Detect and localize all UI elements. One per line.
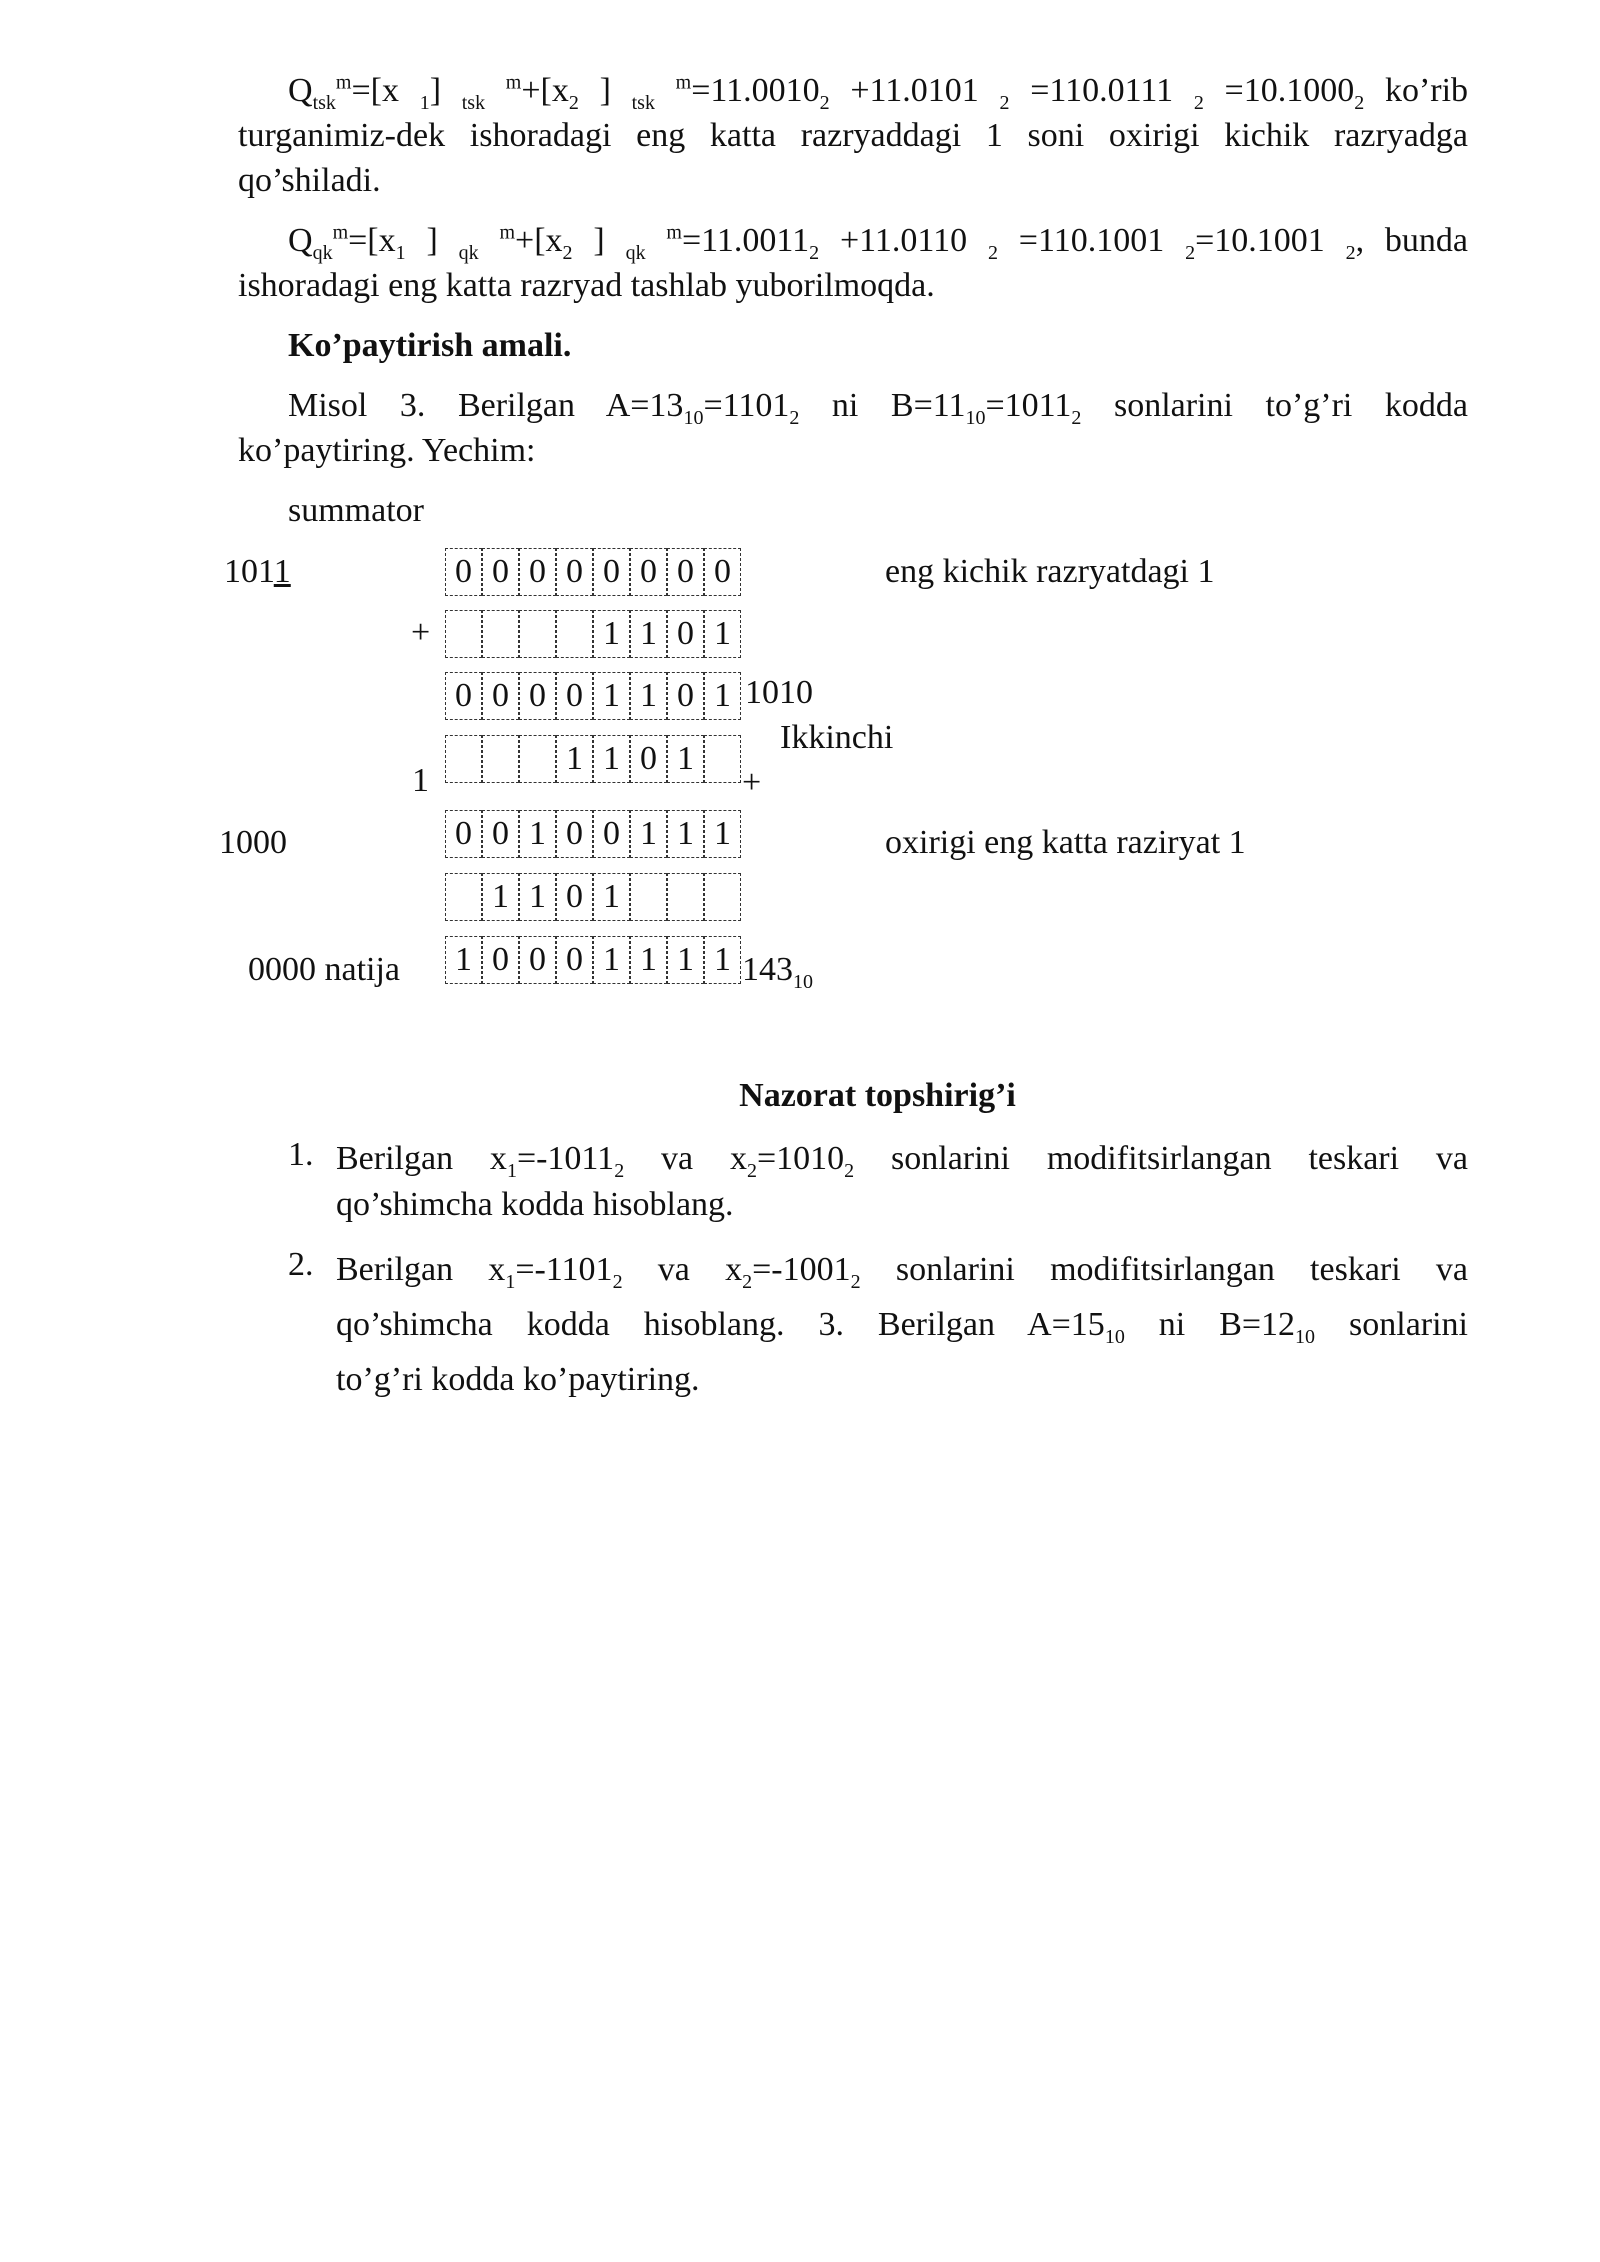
natija-label: 0000 natija	[248, 951, 401, 988]
nazorat-item-1	[288, 1136, 1468, 1228]
register-cell	[519, 610, 556, 658]
register-row	[445, 548, 741, 596]
register-cell: 1	[445, 936, 482, 984]
register-cell: 1	[630, 610, 667, 658]
register-cell: 0	[630, 735, 667, 783]
nazorat-item-2	[288, 1242, 1468, 1407]
register-cell	[667, 873, 704, 921]
underlined-digit: 1	[273, 553, 291, 590]
register-row	[445, 936, 741, 984]
item-1-number: 1.	[288, 1136, 314, 1173]
register-cell: 0	[445, 548, 482, 596]
register-cell: 0	[482, 672, 519, 720]
register-cell: 1	[667, 936, 704, 984]
register-cell	[445, 735, 482, 783]
register-cell: 0	[519, 548, 556, 596]
note-largest-bit: oxirigi eng katta raziryat 1	[885, 824, 1246, 861]
plus-sign-left: +	[411, 614, 431, 651]
carry-one: 1	[412, 762, 429, 799]
note-smallest-bit: eng kichik razryatdagi 1	[885, 553, 1215, 590]
register-cell: 0	[593, 548, 630, 596]
paragraph-misol	[238, 383, 1468, 473]
qqk-formula: $Q_{qk}^m=[x_1$ ] $_{qk}$ $^m+[x_2$ ] $_{qk}$ $^m=11.0011_2 +11.0110$ $_2$ =110.1001 $_2$=10.1001 $_2$	[288, 221, 1356, 264]
register-cell: 0	[556, 936, 593, 984]
register-cell: 0	[482, 548, 519, 596]
qtsk-formula: $Q_{tsk}^m=[x$ $_1$] $_{tsk}$ $^m+[x_2$ ] $_{tsk}$ $^m=11.0010_2 +11.0101$ $_2$ =110.0111 $_2 =10.1000_2$	[288, 71, 1365, 114]
register-cell: 1	[593, 936, 630, 984]
register-cell: 0	[556, 810, 593, 858]
register-cell: 0	[667, 548, 704, 596]
summator-label: summator	[288, 492, 424, 529]
misol-line2: ko’paytiring. Yechim:	[238, 432, 536, 469]
register-row	[445, 610, 741, 658]
register-cell: 1	[556, 735, 593, 783]
item-1-line1: Berilgan $x_1=-1011_2$ va $x_2=1010_2$ sonlarini modifitsirlangan teskari va	[336, 1140, 1469, 1182]
note-ikkinchi: Ikkinchi	[780, 719, 894, 756]
register-cell	[482, 610, 519, 658]
register-cell: 1	[704, 810, 741, 858]
paragraph-qtsk	[238, 68, 1468, 203]
qqk-tail: , bunda	[1355, 222, 1469, 259]
register-cell: 1	[704, 936, 741, 984]
qtsk-formula-line	[238, 68, 1468, 113]
register-cell: 1	[667, 735, 704, 783]
register-cell: 1	[630, 810, 667, 858]
register-cell	[556, 610, 593, 658]
item-1-line2: qo’shimcha kodda hisoblang.	[336, 1186, 734, 1223]
register-row	[445, 810, 741, 858]
register-cell: 0	[630, 548, 667, 596]
register-cell: 1	[593, 735, 630, 783]
register-cell: 1	[593, 873, 630, 921]
register-cell	[704, 873, 741, 921]
register-cell: 1	[704, 672, 741, 720]
register-cell: 0	[482, 936, 519, 984]
shifted-multiplier-label: 1000	[219, 824, 287, 861]
result-decimal: $143_{10}$	[742, 951, 813, 993]
misol-line1: Misol 3. Berilgan $A=13_{10}=1101_2$ ni $B=11_{10}=1011_2$ sonlarini to’g’ri kodda	[288, 387, 1468, 429]
register-cell	[445, 610, 482, 658]
register-cell: 0	[556, 873, 593, 921]
register-cell	[630, 873, 667, 921]
register-cell	[482, 735, 519, 783]
register-cell: 1	[630, 936, 667, 984]
register-cell: 0	[556, 672, 593, 720]
register-cell: 0	[519, 672, 556, 720]
paragraph-qqk	[238, 218, 1468, 308]
register-cell	[519, 735, 556, 783]
intermediate-value: 1010	[745, 674, 813, 711]
register-row	[445, 672, 741, 720]
register-cell: 0	[593, 810, 630, 858]
item-2-line2: qo’shimcha kodda hisoblang. 3. Berilgan $A=15_{10}$ ni $B=12_{10}$ sonlarini	[336, 1306, 1468, 1348]
register-cell: 0	[519, 936, 556, 984]
section-heading: Ko’paytirish amali.	[288, 327, 572, 364]
qqk-formula-line	[238, 218, 1468, 263]
register-cell: 0	[667, 672, 704, 720]
register-cell: 1	[482, 873, 519, 921]
item-2-line1: Berilgan $x_1=-1101_2$ va $x_2=-1001_2$ sonlarini modifitsirlangan teskari va	[336, 1251, 1468, 1293]
item-2-number: 2.	[288, 1246, 314, 1283]
register-cell: 1	[704, 610, 741, 658]
register-cell: 0	[445, 810, 482, 858]
register-cell	[445, 873, 482, 921]
summator-register-grid	[445, 548, 741, 994]
qtsk-tail: ko’rib	[1384, 72, 1469, 109]
register-cell: 1	[667, 810, 704, 858]
register-cell: 0	[482, 810, 519, 858]
plus-sign-right: +	[742, 764, 762, 801]
register-cell: 1	[630, 672, 667, 720]
register-cell: 1	[593, 672, 630, 720]
register-cell: 1	[519, 873, 556, 921]
register-cell: 1	[593, 610, 630, 658]
register-cell: 0	[556, 548, 593, 596]
multiplier-bits: 1011	[224, 553, 291, 590]
register-cell: 0	[667, 610, 704, 658]
qtsk-line2: turganimiz-dek ishoradagi eng katta razryaddagi 1 soni oxirigi kichik razryadga	[238, 117, 1468, 154]
register-cell: 1	[519, 810, 556, 858]
qqk-line2: ishoradagi eng katta razryad tashlab yuborilmoqda.	[238, 267, 935, 304]
qtsk-line3: qo’shiladi.	[238, 162, 381, 199]
item-2-line3: to’g’ri kodda ko’paytiring.	[336, 1361, 700, 1398]
register-row	[445, 735, 741, 783]
nazorat-title: Nazorat topshirig’i	[739, 1077, 1016, 1114]
register-cell: 0	[445, 672, 482, 720]
register-row	[445, 873, 741, 921]
multiplier-label	[224, 549, 291, 595]
register-cell: 0	[704, 548, 741, 596]
register-cell	[704, 735, 741, 783]
nazorat-list	[288, 1136, 1468, 1421]
